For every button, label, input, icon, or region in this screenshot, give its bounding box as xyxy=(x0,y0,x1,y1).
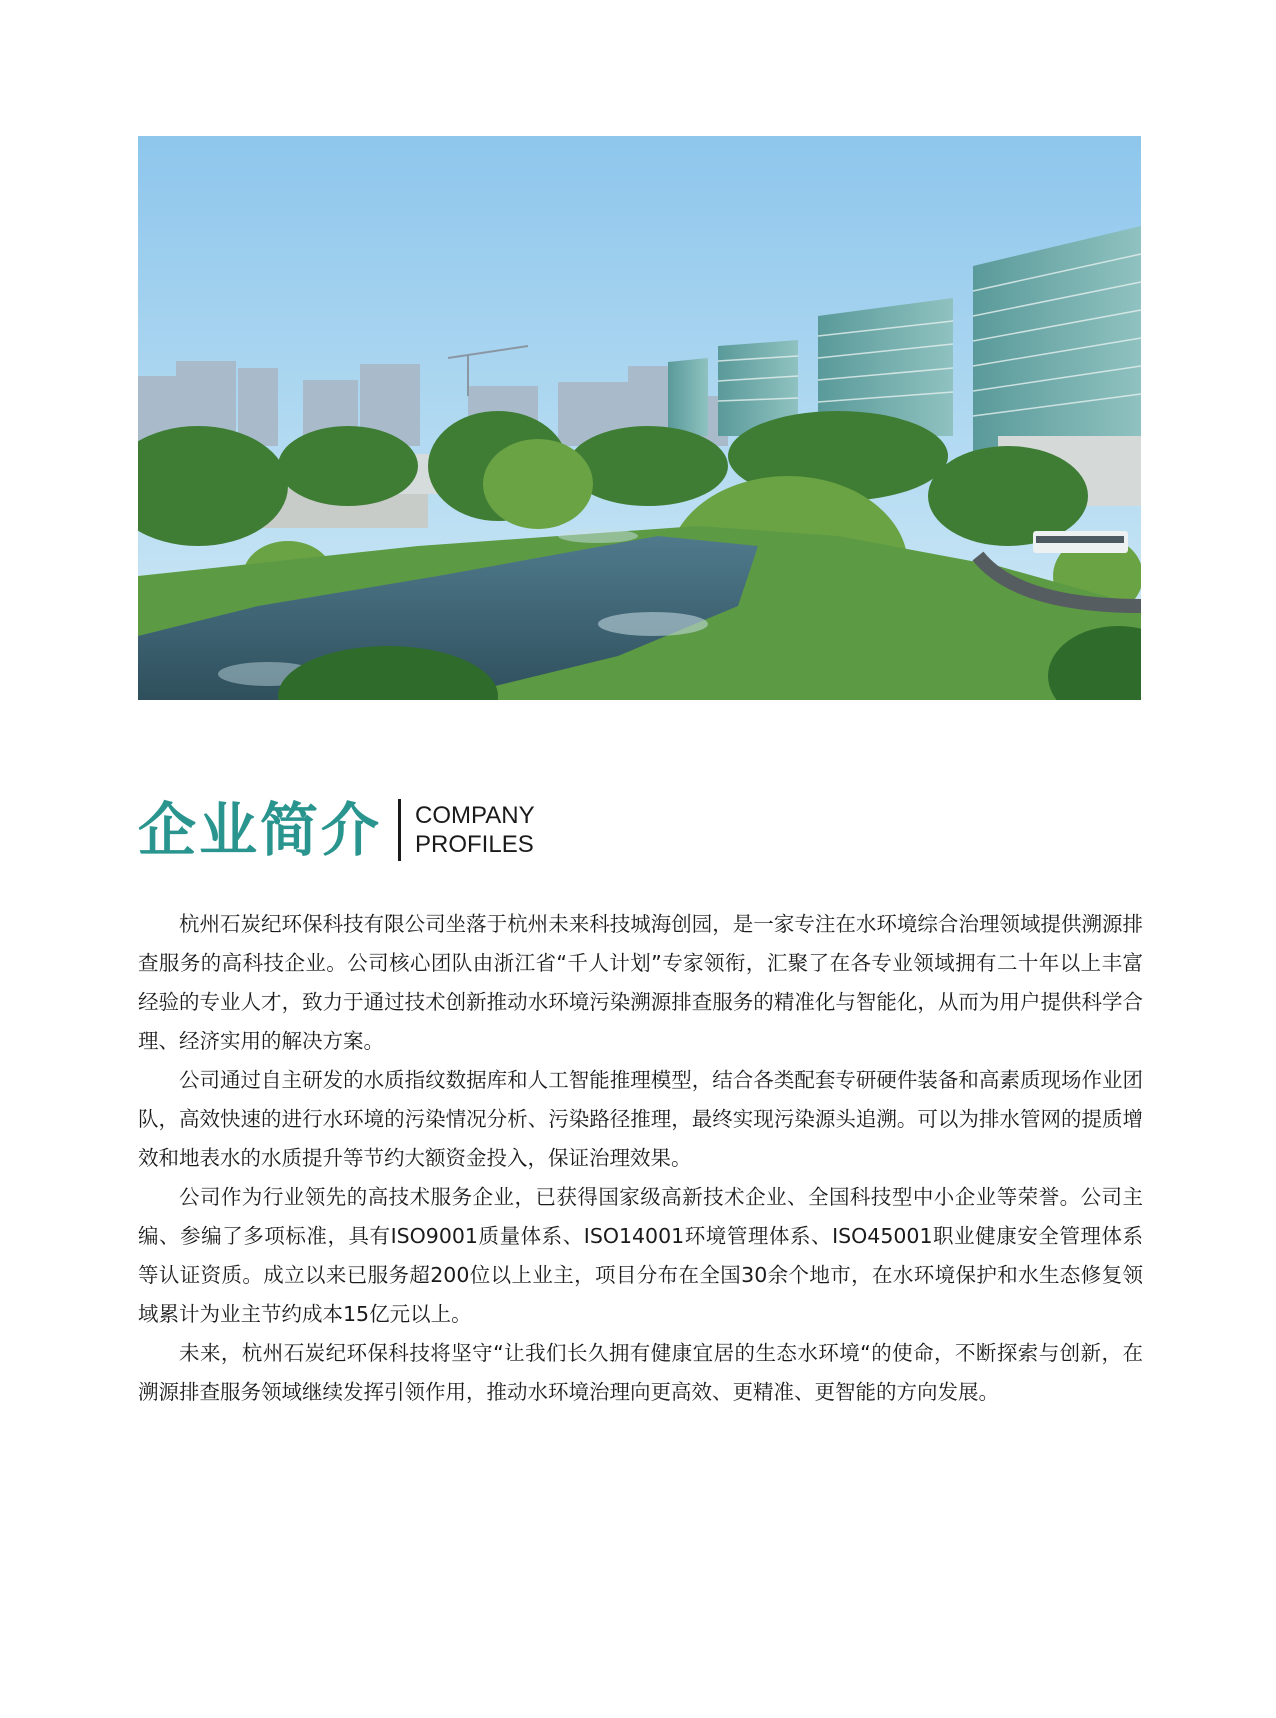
paragraph: 杭州石炭纪环保科技有限公司坐落于杭州未来科技城海创园，是一家专注在水环境综合治理领域提供溯源排查服务的高科技企业。公司核心团队由浙江省“千人计划”专家领衔，汇聚了在各专业领域拥有二十年以上丰富经验的专业人才，致力于通过技术创新推动水环境污染溯源排查服务的精准化与智能化，从而为用户提供科学合理、经济实用的解决方案。 xyxy=(138,912,1143,1053)
section-heading xyxy=(138,790,535,870)
heading-title-en xyxy=(415,801,535,859)
profile-body xyxy=(138,905,1143,1412)
heading-divider xyxy=(398,799,401,861)
heading-title-en-line2: PROFILES xyxy=(415,831,534,858)
heading-title-cn: 企业简介 xyxy=(138,796,383,864)
paragraph: 公司通过自主研发的水质指纹数据库和人工智能推理模型，结合各类配套专研硬件装备和高素质现场作业团队，高效快速的进行水环境的污染情况分析、污染路径推理，最终实现污染源头追溯。可以为排水管网的提质增效和地表水的水质提升等节约大额资金投入，保证治理效果。 xyxy=(138,1068,1143,1170)
paragraph: 公司作为行业领先的高技术服务企业，已获得国家级高新技术企业、全国科技型中小企业等荣誉。公司主编、参编了多项标准，具有ISO9001质量体系、ISO14001环境管理体系、ISO45001职业健康安全管理体系等认证资质。成立以来已服务超200位以上业主，项目分布在全国30余个地市，在水环境保护和水生态修复领域累计为业主节约成本15亿元以上。 xyxy=(138,1185,1143,1326)
paragraph: 未来，杭州石炭纪环保科技将坚守“让我们长久拥有健康宜居的生态水环境“的使命，不断探索与创新，在溯源排查服务领域继续发挥引领作用，推动水环境治理向更高效、更精准、更智能的方向发展。 xyxy=(138,1341,1143,1404)
heading-title-en-line1: COMPANY xyxy=(415,802,535,829)
campus-lake-photo xyxy=(138,136,1141,700)
campus-lake-illustration xyxy=(138,136,1141,700)
